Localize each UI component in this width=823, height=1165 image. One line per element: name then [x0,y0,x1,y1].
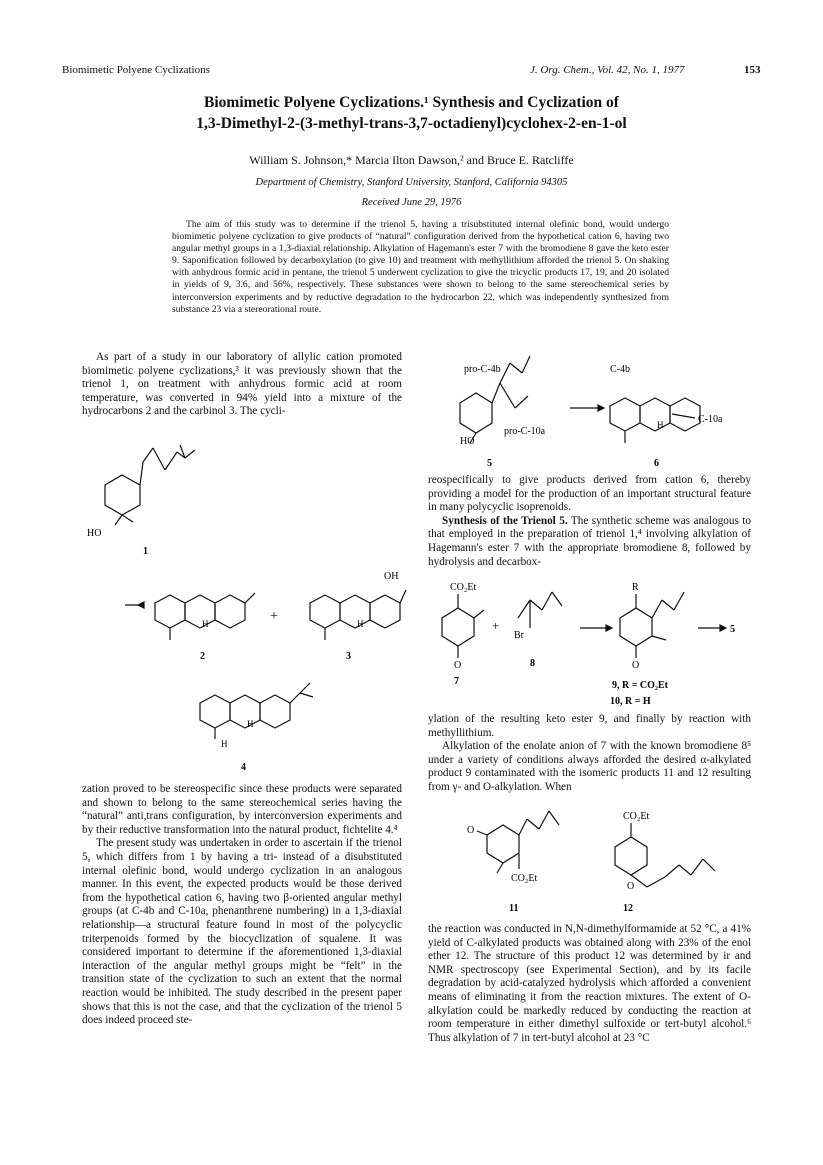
compound-number-4: 4 [241,762,246,773]
running-header: Biomimetic Polyene Cyclizations [62,64,210,76]
o-label: O [627,881,635,892]
journal-citation: J. Org. Chem., Vol. 42, No. 1, 1977 [530,64,685,76]
h-label: H [202,619,209,629]
c4b-label: C-4b [610,364,630,375]
compound-number-5: 5 [730,624,735,635]
left-para-2-3 [82,783,402,1028]
h-label: H [247,719,254,729]
right-para-1-2 [428,474,751,569]
paragraph: As part of a study in our laboratory of allylic cation promoted biomimetic polyene cyclizations,³ it was previously shown that the trienol 1, on treatment with anhydrous formic acid at room temperature, was converted in 94% yield into a mixture of the hydrocarbons 2 and the carbinol 3. The cycli- [82,351,402,418]
compound-number-6: 6 [654,458,659,469]
compound-number-11: 11 [509,903,519,914]
compound-number-2: 2 [200,651,205,662]
compound-number-5: 5 [487,458,492,469]
h-label: H [221,739,228,749]
abstract: The aim of this study was to determine if the trienol 5, having a trisubstituted internal olefinic bond, would undergo biomimetic polyene cyclization to give products of “natural” configuration derived from the hypothetical cation 6, having two angular methyl groups in a 1,3-diaxial relationship. Alkylation of Hagemann's ester 7 with the bromodiene 8 gave the keto ester 9. Saponification followed by decarboxylation (to give 10) and treatment with methyllithium afforded the trienol 5. On shaking with anhydrous formic acid in pentane, the trienol 5 underwent cyclization to give the tricyclic products 17, 19, and 20 isolated in yields of 9, 3.6, and 56%, respectively. These substances were shown to belong to the same stereochemical series by interconversion experiments and by reductive degradation to the hydrocarbon 22, which was independently synthesized from substance 23 via a stereorational route. [172,219,669,315]
structure-4 [185,675,325,775]
c10a-label: C-10a [698,414,723,425]
ho-label: HO [460,436,475,447]
plus-sign: + [492,618,500,633]
compound-number-10: 10, R = H [610,696,651,707]
compound-number-12: 12 [623,903,633,914]
paragraph: ylation of the resulting keto ester 9, and finally by reaction with methyllithium. [428,713,751,739]
paragraph: Alkylation of the enolate anion of 7 with the known bromodiene 8⁵ under a variety of conditions always afforded the desired α-alkylated product 9 contaminated with the isomeric products 11 and 12 resulting from γ- and O-alkylation. When [428,740,751,793]
br-label: Br [514,630,524,641]
structures-5-6 [430,348,760,473]
structures-7-8-9-10 [430,578,760,710]
o-label: O [632,660,640,671]
right-para-5 [428,923,751,1045]
paragraph: the reaction was conducted in N,N-dimethylformamide at 52 °C, a 41% yield of C-alkylated products was obtained along with 23% of the enol ether 12. The structure of this product 12 was determined by ir and NMR spectroscopy (see Experimental Section), and by its facile degradation by acid-catalyzed hydrolysis which afforded a convenient means of eliminating it from the reaction mixtures. The extent of O-alkylation could be markedly reduced by conducting the reaction at room temperature in either dimethyl sulfoxide or tert-butyl alcohol.⁶ Thus alkylation of 7 in tert-butyl alcohol at 23 °C [428,923,751,1044]
co2et-label: CO₂Et [450,582,477,593]
o-label: O [467,825,475,836]
right-para-3-4 [428,713,751,795]
authors: William S. Johnson,* Marcia Ilton Dawson,² and Bruce E. Ratcliffe [249,153,574,167]
compound-number-8: 8 [530,658,535,669]
structure-1 [85,440,215,560]
paragraph: reospecifically to give products derived from cation 6, thereby providing a model for the production of an important structural feature in many polycyclic isoprenoids. [428,474,751,514]
structures-11-12 [465,805,755,920]
article-title [60,92,763,134]
section-heading: Synthesis of the Trienol 5. [442,514,568,527]
received-date: Received June 29, 1976 [361,197,462,208]
structures-2-3 [120,565,410,665]
paragraph [428,515,751,569]
pro-c4b-label: pro-C-4b [464,364,501,375]
compound-number-7: 7 [454,676,459,687]
plus-sign: + [270,609,278,624]
oh-label: OH [384,571,399,582]
paragraph: zation proved to be stereospecific since these products were separated and shown to belong to the same stereochemical series having the “natural” anti,trans configuration, by interconversion experiments and by their reductive transformation into the natural product, fichtelite 4.⁴ [82,783,402,836]
title-line-2: 1,3-Dimethyl-2-(3-methyl-trans-3,7-octadienyl)cyclohex-2-en-1-ol [196,115,627,132]
page-number: 153 [744,64,761,76]
co2et-label: CO₂Et [623,811,650,822]
compound-number-9: 9, R = CO₂Et [612,680,668,691]
title-line-1: Biomimetic Polyene Cyclizations.¹ Synthesis and Cyclization of [204,94,619,111]
compound-number-1: 1 [143,546,148,557]
pro-c10a-label: pro-C-10a [504,426,546,437]
left-para-1 [82,351,402,419]
paragraph-text: The synthetic scheme was analogous to that employed in the preparation of trienol 1,⁴ involving alkylation of Hagemann's ester 7 with the appropriate bromodiene 8, followed by hydrolysis and decarbox- [428,514,752,568]
h-label: H [357,619,364,629]
h-label: H [657,420,664,430]
paragraph: The present study was undertaken in order to ascertain if the trienol 5, which differs from 1 by having a tri- instead of a disubstituted internal olefinic bond, would undergo cyclization in an analogous manner. In this event, the expected products would be those derived from the hypothetical cation 6, having two β-oriented angular methyl groups (at C-4b and C-10a, phenanthrene numbering) in a 1,3-diaxial relationship—a structural feature found in most of the polycyclic triterpenoids formed by the biocyclization of squalene. It was considered important to determine if the aforementioned 1,3-diaxial interaction of the angular methyl groups might be “felt” in the transition state of the cyclization to such an extent that the normal reaction would be inhibited. The study described in the present paper shows that this is not the case, and that the cyclization of the trienol 5 does indeed proceed ste- [82,837,402,1027]
affiliation: Department of Chemistry, Stanford University, Stanford, California 94305 [255,177,568,188]
compound-number-3: 3 [346,651,351,662]
co2et-label: CO₂Et [511,873,538,884]
ho-label: HO [87,528,102,539]
o-label: O [454,660,462,671]
r-label: R [632,582,639,593]
